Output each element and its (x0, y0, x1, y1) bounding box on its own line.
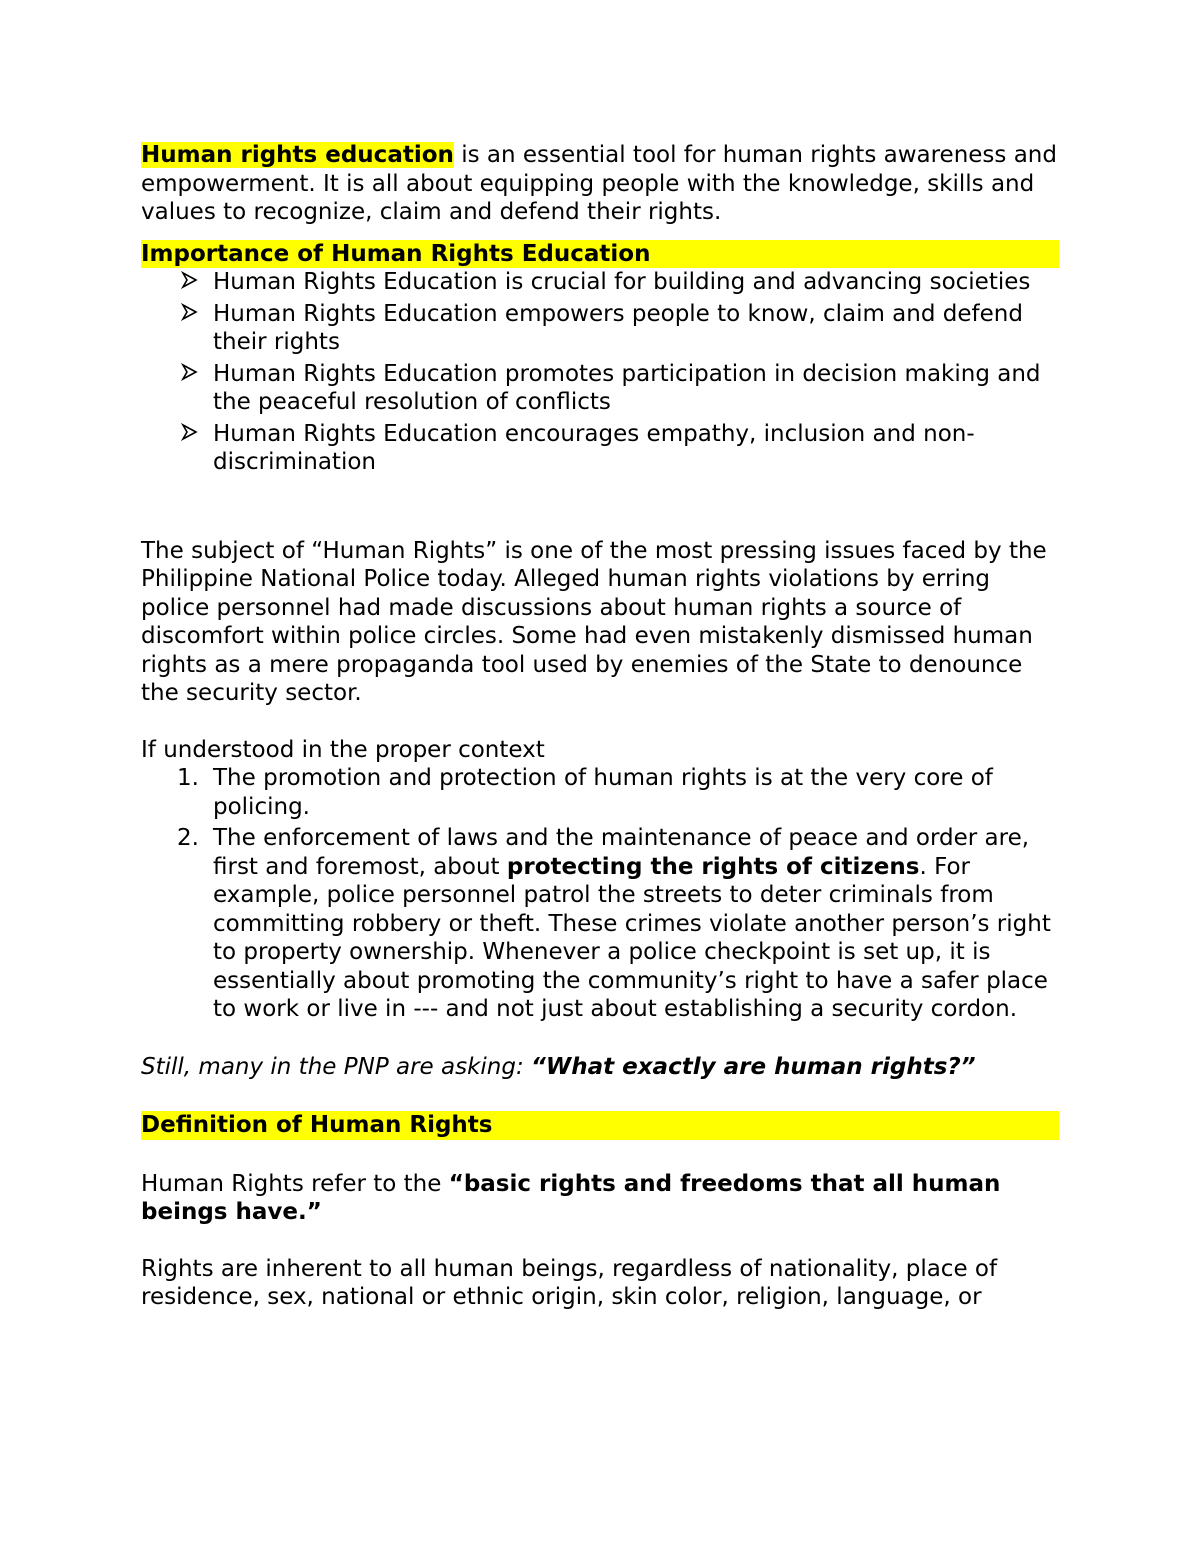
list-item (141, 824, 1059, 1024)
context-item-bold: protecting the rights of citizens (506, 853, 920, 880)
definition-bold: “basic rights and freedoms that all human beings have.” (141, 1170, 1001, 1225)
context-list (141, 764, 1059, 1024)
arrowhead-bullet-icon (180, 300, 200, 329)
question-line (141, 1053, 1059, 1082)
importance-item-text: Human Rights Education is crucial for building and advancing societies (213, 269, 1031, 295)
list-number: 2. (177, 825, 199, 851)
arrowhead-bullet-icon (180, 360, 200, 389)
document-page (141, 140, 1059, 1312)
list-item (141, 268, 1059, 297)
importance-item-text: Human Rights Education empowers people to know, claim and defend their rights (213, 300, 1023, 355)
question-bold: “What exactly are human rights?” (531, 1053, 976, 1080)
intro-text: is an essential tool for human rights awareness and empowerment. It is all about equipping people with the knowledge, skills and values to recognize, claim and defend their rights. (141, 142, 1057, 225)
subject-paragraph: The subject of “Human Rights” is one of the most pressing issues faced by the Philippine National Police today. Alleged human rights violations by erring police personnel had made discussions about human rights a source of discomfort within police circles. Some had even mistakenly dismissed human rights as a mere propaganda tool used by enemies of the State to denounce the security sector. (141, 537, 1047, 706)
definition-heading: Definition of Human Rights (141, 1111, 1059, 1140)
inherent-paragraph: Rights are inherent to all human beings, regardless of nationality, place of residence, sex, national or ethnic origin, skin color, religion, language, or (141, 1255, 998, 1310)
list-item (141, 360, 1059, 417)
context-item-text-before: The enforcement of laws and the maintenance of peace and order are, first and foremost, about (213, 825, 1030, 880)
list-item (141, 764, 1059, 821)
list-number: 1. (177, 765, 199, 791)
intro-paragraph (141, 141, 1059, 227)
importance-item-text: Human Rights Education encourages empathy, inclusion and non-discrimination (213, 420, 975, 475)
arrowhead-bullet-icon (180, 420, 200, 449)
importance-heading: Importance of Human Rights Education (141, 240, 1059, 269)
importance-list (141, 268, 1059, 477)
intro-term: Human rights education (141, 142, 454, 168)
list-item (141, 420, 1059, 477)
arrowhead-bullet-icon (180, 268, 200, 297)
context-lead: If understood in the proper context (141, 736, 545, 763)
context-item-text-after: . For example, police personnel patrol the streets to deter criminals from committing robbery or theft. These crimes violate another person’s right to property ownership. Whenever a police checkpoint is set up, it is essentially about promoting the community’s right to have a safer place to work or live in --- and not just about establishing a security cordon. (213, 853, 1051, 1022)
definition-lead: Human Rights refer to the (141, 1170, 449, 1197)
definition-paragraph (141, 1170, 1059, 1227)
context-item-text: The promotion and protection of human rights is at the very core of policing. (213, 765, 993, 820)
question-lead: Still, many in the PNP are asking: (141, 1053, 532, 1080)
list-item (141, 300, 1059, 357)
importance-item-text: Human Rights Education promotes participation in decision making and the peaceful resolution of conflicts (213, 360, 1041, 415)
